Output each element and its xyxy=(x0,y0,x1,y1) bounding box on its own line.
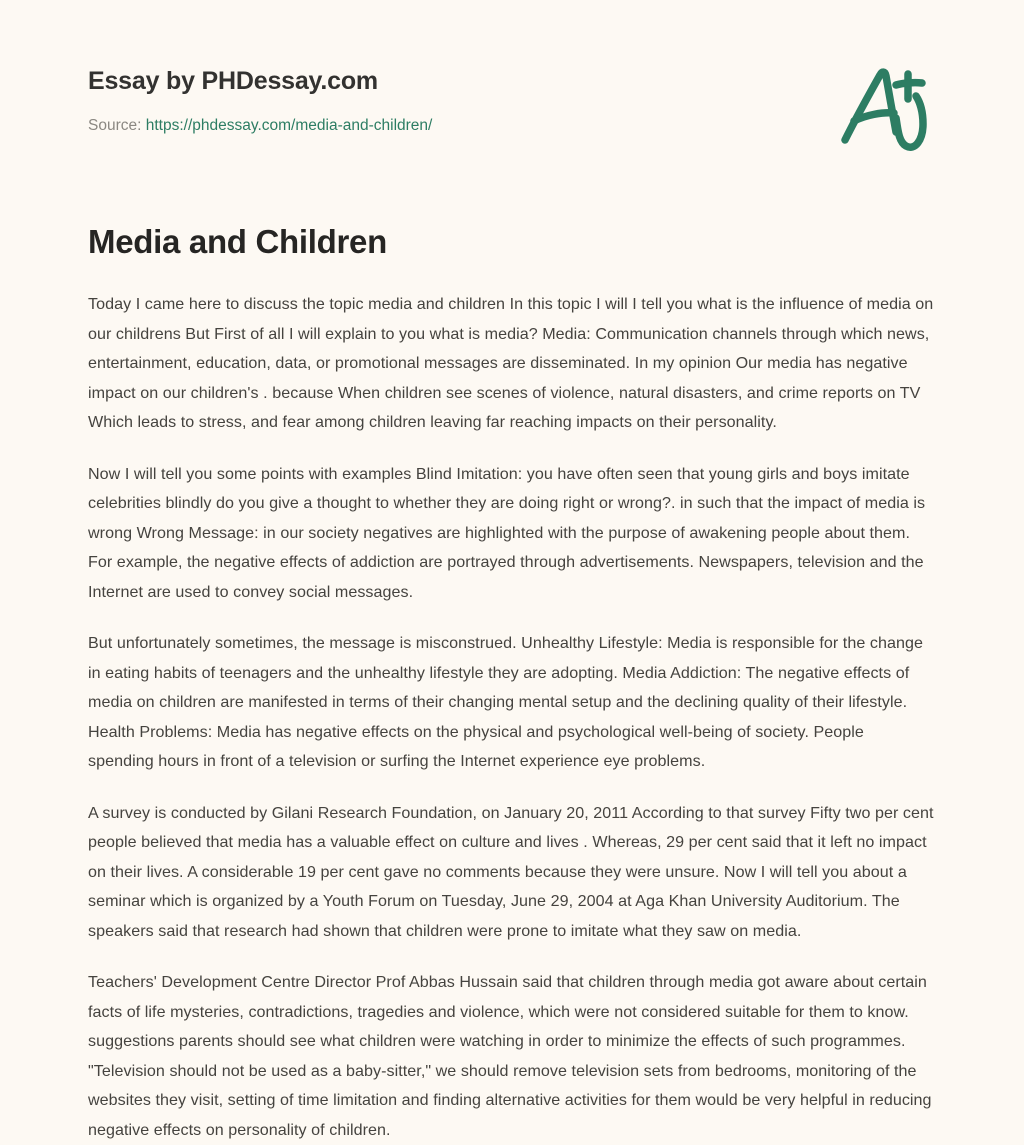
source-url-link[interactable]: https://phdessay.com/media-and-children/ xyxy=(145,117,433,134)
page-title: Media and Children xyxy=(88,223,387,260)
header-left xyxy=(88,66,432,136)
paragraph: A survey is conducted by Gilani Research Foundation, on January 20, 2011 According to that survey Fifty two per cent people believed that media has a valuable effect on culture and lives . Whereas, 29 per cent said that it left no impact on their lives. A considerable 19 per cent gave no comments because they were unsure. Now I will tell you about a seminar which is organized by a Youth Forum on Tuesday, June 29, 2004 at Aga Khan University Auditorium. The speakers said that research had shown that children were prone to imitate what they saw on media. xyxy=(88,803,934,940)
paragraph: Today I came here to discuss the topic media and children In this topic I will I tell you what is the influence of media on our childrens But First of all I will explain to you what is media? Media: Communication channels through which news, entertainment, education, data, or promotional messages are disseminated. In my opinion Our media has negative impact on our children's . because When children see scenes of violence, natural disasters, and crime reports on TV Which leads to stress, and fear among children leaving far reaching impacts on their personality. xyxy=(88,295,934,432)
essay-body xyxy=(88,262,934,1145)
paragraph: Teachers' Development Centre Director Prof Abbas Hussain said that children through media got aware about certain facts of life mysteries, contradictions, tragedies and violence, which were not considered suitable for them to know. suggestions parents should see what children were watching in order to minimize the effects of such programmes. "Television should not be used as a baby-sitter," we should remove television sets from bedrooms, monitoring of the websites they visit, setting of time limitation and finding alternative activities for them would be very helpful in reducing negative effects on personality of children. xyxy=(88,973,932,1139)
paragraph: But unfortunately sometimes, the message is misconstrued. Unhealthy Lifestyle: Media is responsible for the change in eating habits of teenagers and the unhealthy lifestyle they are adopting. Media Addiction: The negative effects of media on children are manifested in terms of their changing mental setup and the declining quality of their lifestyle. Health Problems: Media has negative effects on the physical and psychological well-being of society. People spending hours in front of a television or surfing the Internet experience eye problems. xyxy=(88,634,923,771)
source-label: Source: xyxy=(88,117,142,134)
a-plus-logo[interactable] xyxy=(838,58,930,159)
paragraph: Now I will tell you some points with examples Blind Imitation: you have often seen that young girls and boys imitate celebrities blindly do you give a thought to whether they are doing right or wrong?. in such that the impact of media is wrong Wrong Message: in our society negatives are highlighted with the purpose of awakening people about them. For example, the negative effects of addiction are portrayed through advertisements. Newspapers, television and the Internet are used to convey social messages. xyxy=(88,464,926,601)
brand-byline: Essay by PHDessay.com xyxy=(88,67,378,95)
source-line xyxy=(88,116,432,136)
page-header xyxy=(88,0,936,159)
